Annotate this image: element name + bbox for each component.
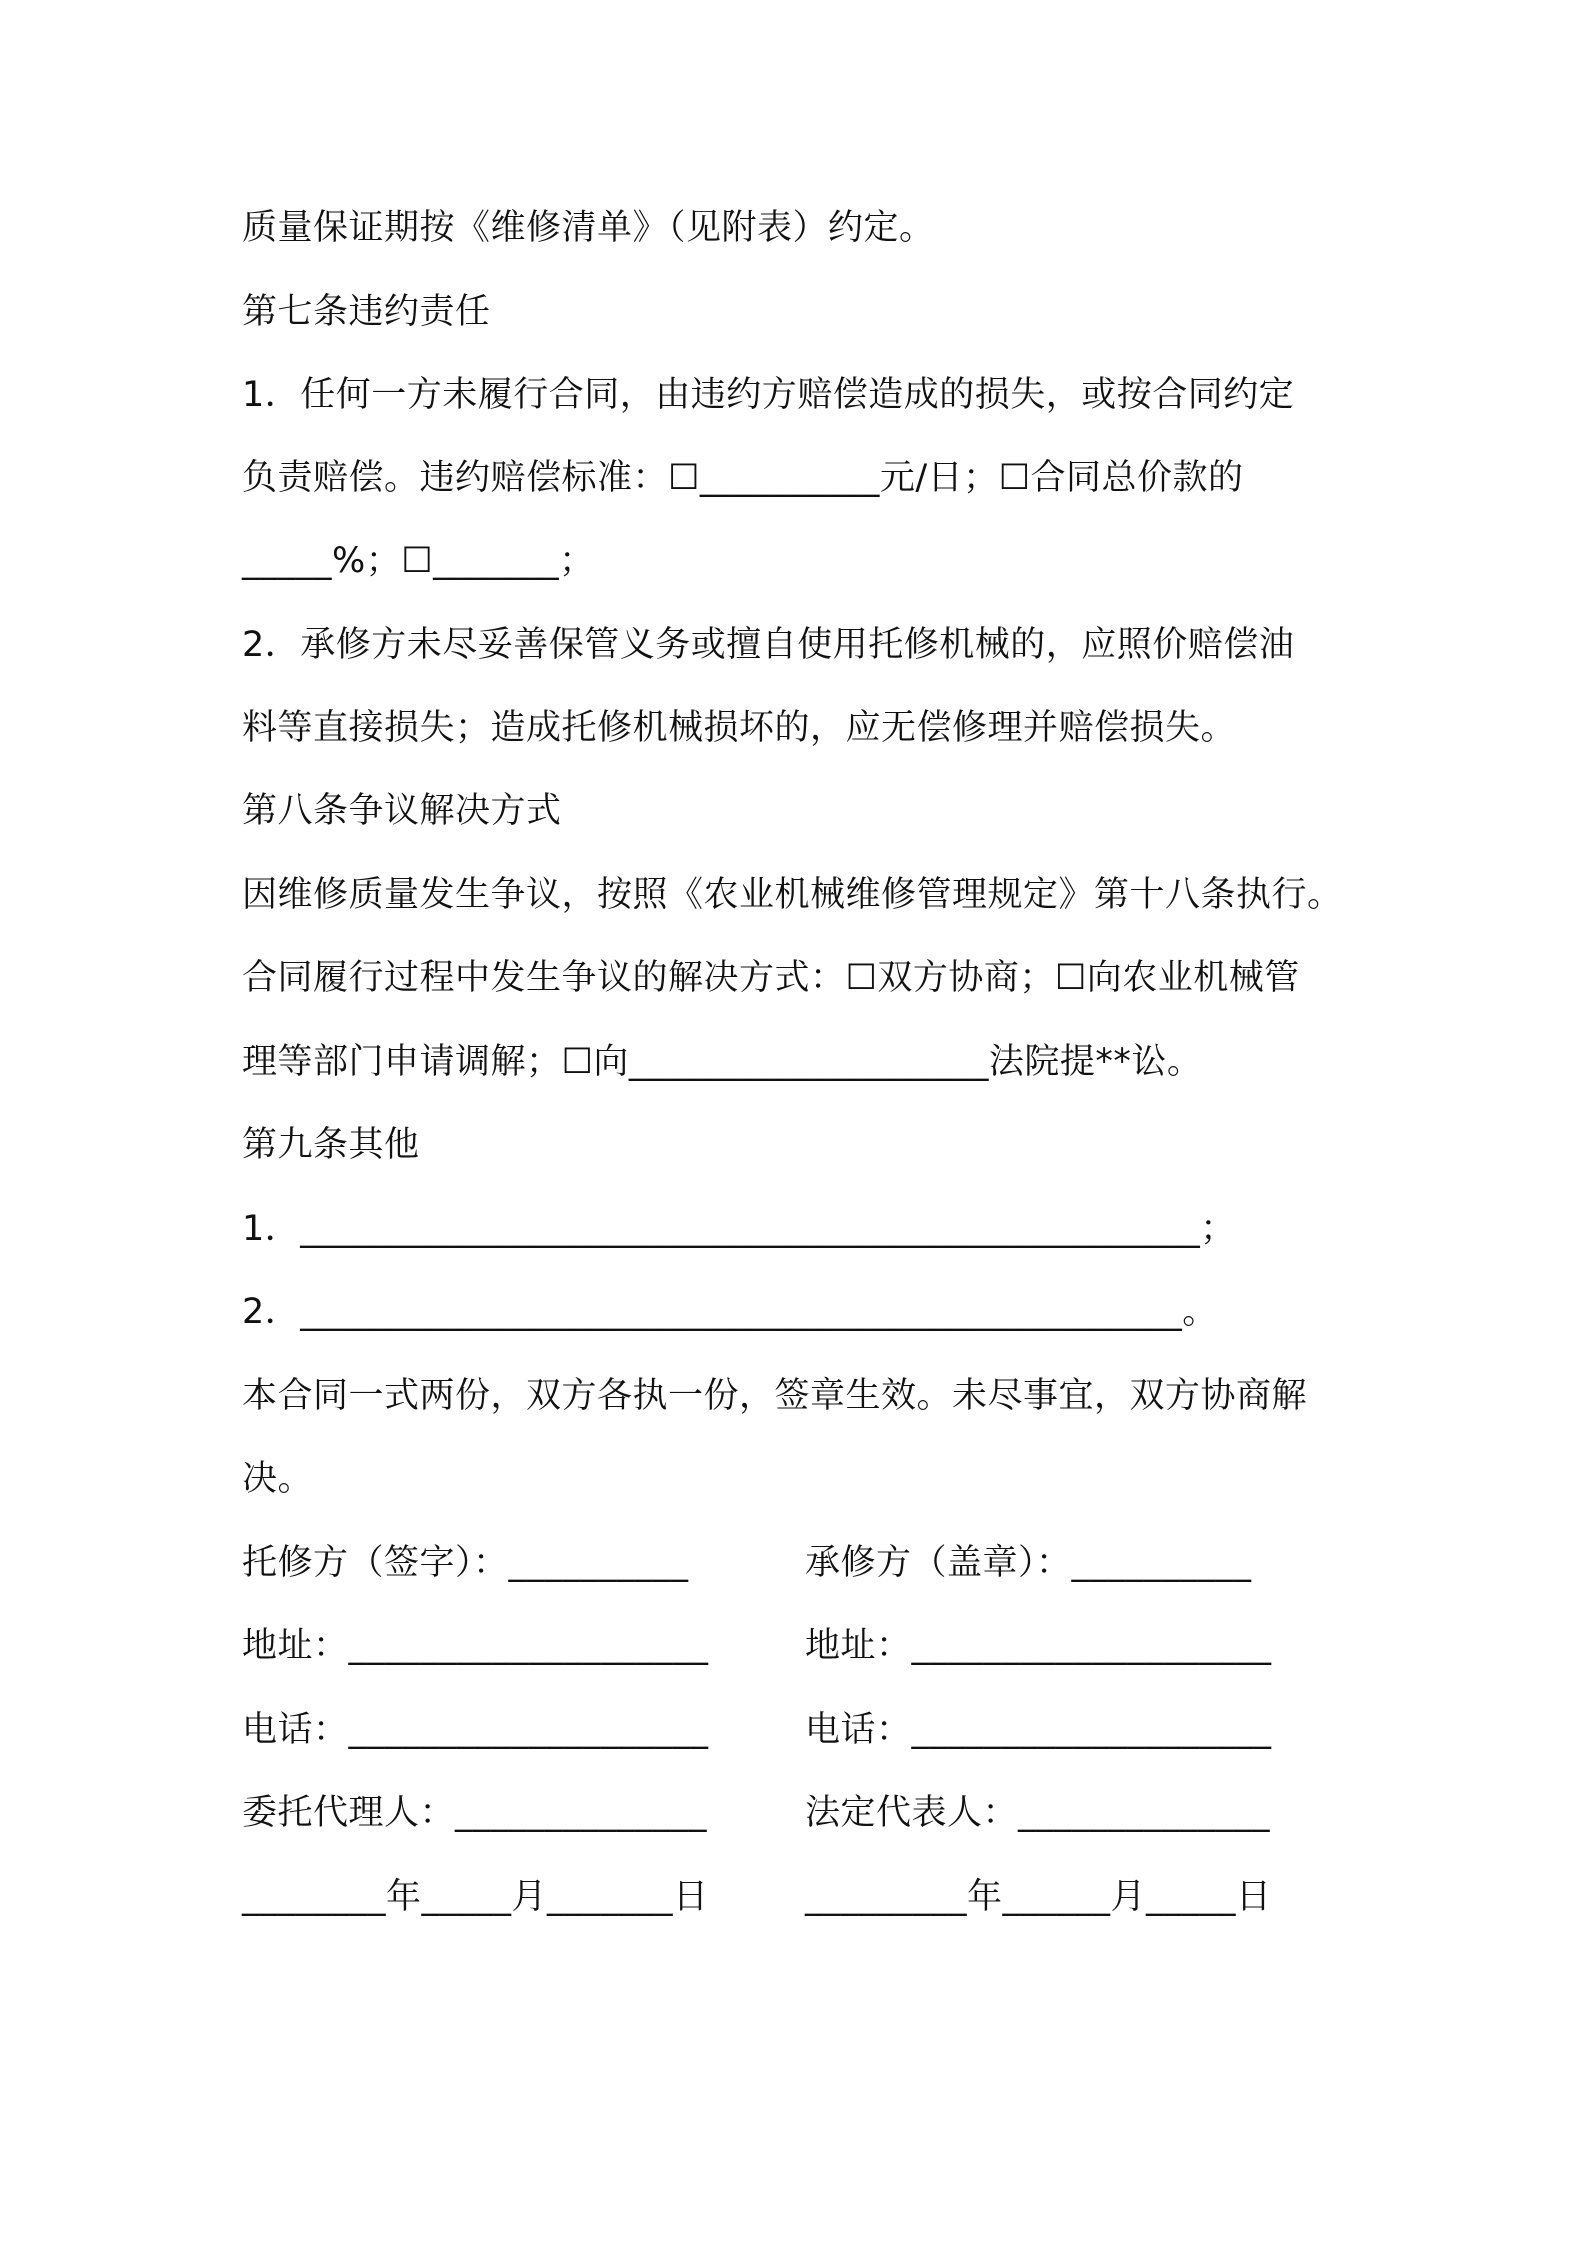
text-line-closing-b: 决。 xyxy=(242,1459,314,1499)
text-line-dispute-2a: 合同履行过程中发生争议的解决方式：☐双方协商；☐向农业机械管 xyxy=(242,958,1300,998)
text-line-liability-1b: 负责赔偿。违约赔偿标准：☐__________元/日；☐合同总价款的 xyxy=(242,458,1244,498)
text-line-dispute-2b: 理等部门申请调解；☐向____________________法院提**讼。 xyxy=(242,1042,1203,1082)
text-line-liability-2a: 2．承修方未尽妥善保管义务或擅自使用托修机械的，应照价赔偿油 xyxy=(242,625,1295,665)
text-line-dispute-1: 因维修质量发生争议，按照《农业机械维修管理规定》第十八条执行。 xyxy=(242,875,1343,915)
heading-article-7: 第七条违约责任 xyxy=(242,292,491,332)
signature-right-address: 地址：____________________ xyxy=(805,1626,1272,1666)
signature-left-agent: 委托代理人：______________ xyxy=(242,1793,708,1833)
signature-right-representative: 法定代表人：______________ xyxy=(805,1793,1271,1833)
text-line-closing-a: 本合同一式两份，双方各执一份，签章生效。未尽事宜，双方协商解 xyxy=(242,1376,1308,1416)
signature-right-date: _________年______月_____日 xyxy=(805,1877,1272,1917)
text-line-liability-1a: 1．任何一方未履行合同，由违约方赔偿造成的损失，或按合同约定 xyxy=(242,375,1295,415)
text-line-liability-2b: 料等直接损失；造成托修机械损坏的，应无偿修理并赔偿损失。 xyxy=(242,708,1237,748)
heading-article-8: 第八条争议解决方式 xyxy=(242,791,562,831)
heading-article-9: 第九条其他 xyxy=(242,1125,420,1165)
signature-right-party: 承修方（盖章）：__________ xyxy=(805,1543,1252,1583)
text-line-liability-1c: _____%；☐_______； xyxy=(242,541,595,581)
signature-left-address: 地址：____________________ xyxy=(242,1626,709,1666)
text-line-other-2: 2．_________________________________________________。 xyxy=(242,1292,1218,1332)
text-line-warranty: 质量保证期按《维修清单》（见附表）约定。 xyxy=(242,208,935,248)
text-line-other-1: 1．__________________________________________________； xyxy=(242,1209,1236,1249)
signature-left-date: ________年_____月_______日 xyxy=(242,1877,709,1917)
signature-left-phone: 电话：____________________ xyxy=(242,1710,709,1750)
signature-right-phone: 电话：____________________ xyxy=(805,1710,1272,1750)
signature-left-party: 托修方（签字）：__________ xyxy=(242,1543,689,1583)
